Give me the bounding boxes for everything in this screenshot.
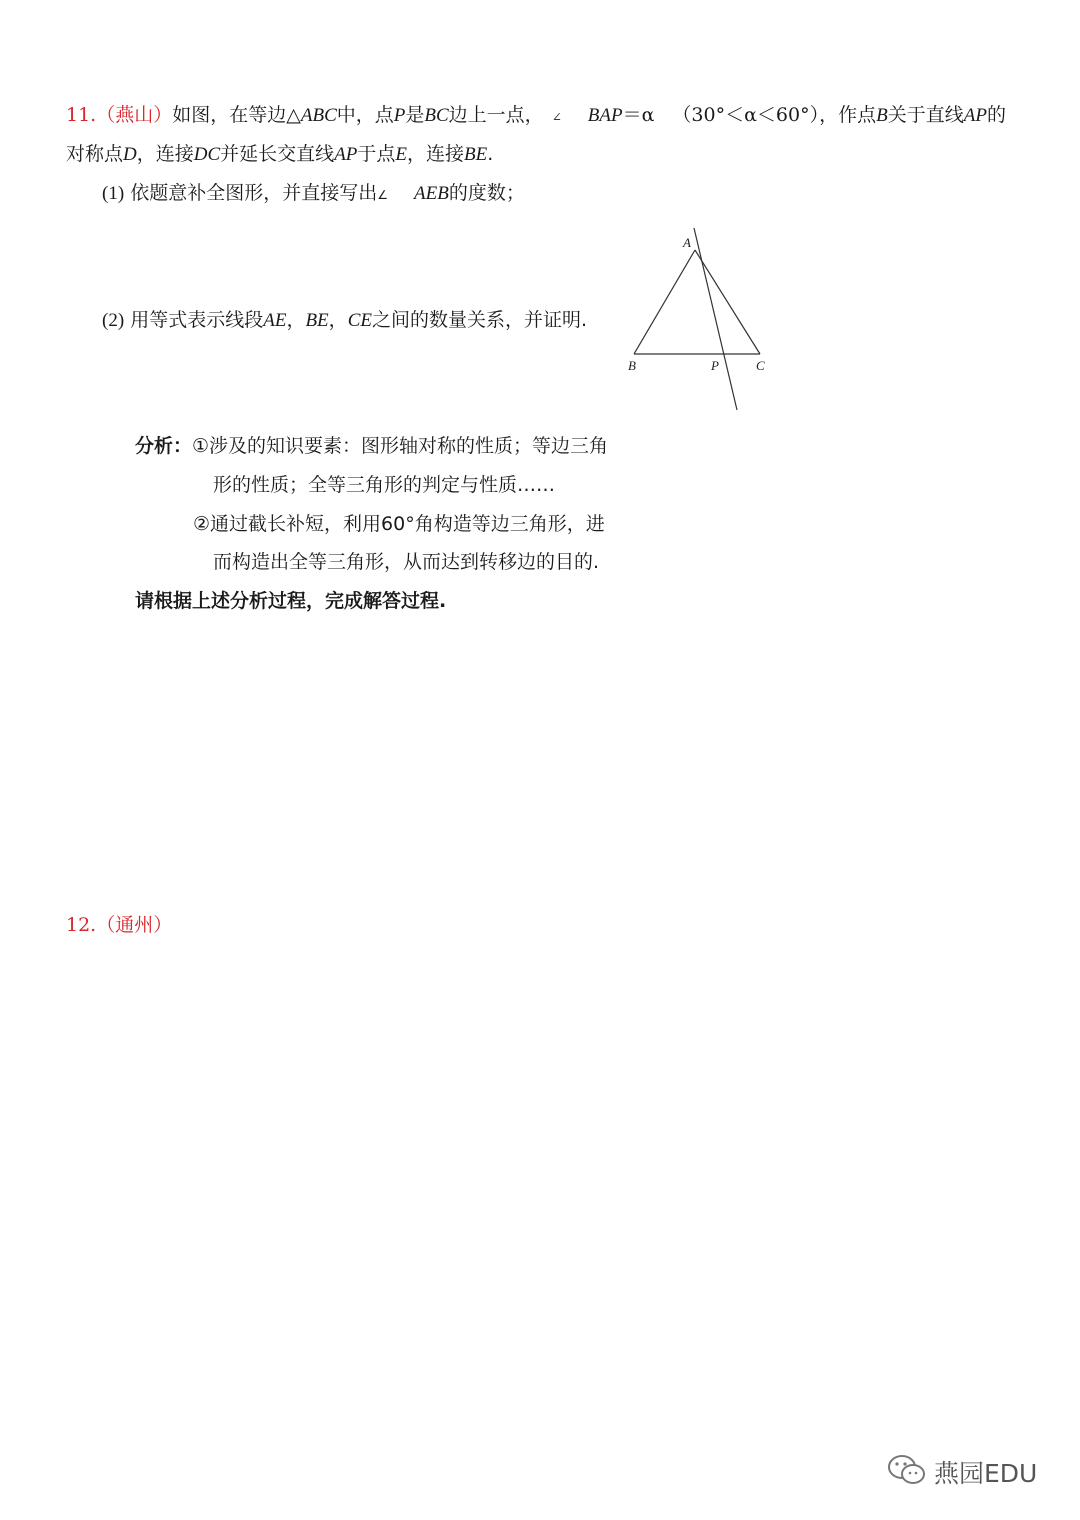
- wechat-icon: [886, 1452, 928, 1492]
- angle-symbol: ∠: [377, 188, 388, 202]
- q12-number: 12.: [66, 914, 97, 936]
- line-ap: [694, 228, 737, 410]
- analysis-title: 分析：: [135, 435, 193, 457]
- watermark-text: 燕园EDU: [934, 1459, 1038, 1488]
- watermark: [886, 1452, 1037, 1492]
- q11-source: （燕山）: [96, 104, 173, 126]
- label-c: C: [756, 358, 765, 373]
- q11-part-2: (2) 用等式表示线段AE，BE，CE之间的数量关系，并证明.: [102, 309, 588, 331]
- q12-heading: [66, 914, 172, 937]
- analysis-line-4: 而构造出全等三角形，从而达到转移边的目的.: [213, 551, 600, 573]
- triangle-diagram: [620, 228, 780, 418]
- q11-line-1: 11.（燕山）如图，在等边△ABC中，点P是BC边上一点， ∠ BAP＝α （30°＜α＜60°），作点B关于直线AP的: [66, 104, 1006, 126]
- analysis-line-1: 分析：①涉及的知识要素：图形轴对称的性质；等边三角: [135, 435, 609, 457]
- analysis-instruction: 请根据上述分析过程，完成解答过程.: [135, 590, 447, 612]
- analysis-line-2: 形的性质；全等三角形的判定与性质……: [213, 474, 556, 496]
- q12-source: （通州）: [96, 914, 173, 936]
- label-p: P: [711, 358, 719, 373]
- side-ac: [695, 250, 760, 354]
- geometry-figure: [620, 228, 780, 418]
- analysis-line-3: ②通过截长补短，利用60°角构造等边三角形，进: [193, 513, 605, 535]
- label-a: A: [683, 235, 691, 250]
- label-b: B: [628, 358, 636, 373]
- q11-line-2: 对称点D，连接DC并延长交直线AP于点E，连接BE.: [66, 143, 494, 165]
- q11-number: 11.: [66, 104, 97, 126]
- side-ab: [634, 250, 695, 354]
- q11-part-1: (1) 依题意补全图形，并直接写出∠ AEB的度数；: [102, 182, 525, 204]
- angle-symbol: ∠: [551, 110, 562, 124]
